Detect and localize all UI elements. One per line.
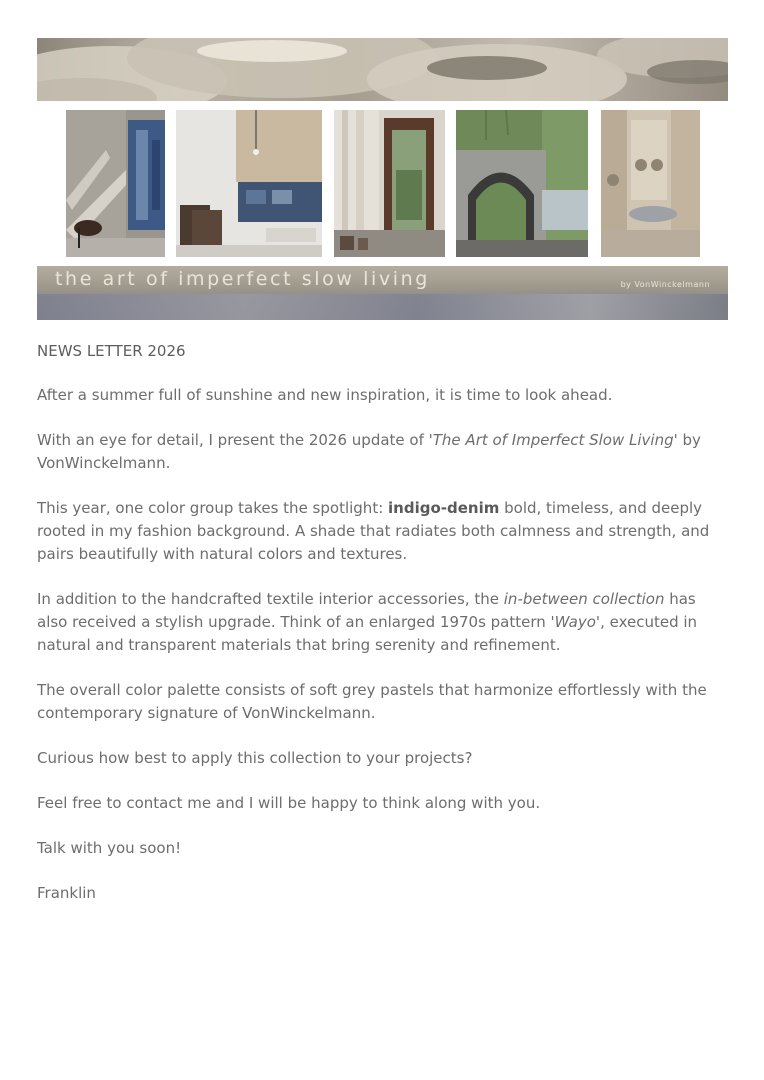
- paragraph-collection-text-c: , executed in natural and transparent materials that bring serenity and refinement.: [37, 613, 698, 654]
- signature: Franklin: [37, 884, 96, 902]
- paragraph-collection-text-b: has also received a stylish upgrade. Think of an enlarged 1970s pattern: [37, 590, 696, 631]
- paragraph-intro: After a summer full of sunshine and new inspiration, it is time to look ahead.: [37, 386, 613, 404]
- paragraph-collection-text-a: In addition to the handcrafted textile interior accessories, the: [37, 590, 504, 608]
- paragraph-palette: The overall color palette consists of soft grey pastels that harmonize effortlessly with the contemporary signature of VonWinckelmann.: [37, 681, 707, 722]
- photo-curtains-doorway: [334, 110, 445, 257]
- paragraph-contact: Feel free to contact me and I will be happy to think along with you.: [37, 794, 541, 812]
- tagline-banner: [37, 266, 728, 320]
- wayo-pattern-em: 'Wayo': [550, 613, 601, 631]
- newsletter-heading: NEWS LETTER 2026: [37, 342, 186, 360]
- banner-tagline: the art of imperfect slow living: [55, 268, 430, 290]
- photo-concrete-arch: [456, 110, 588, 257]
- paragraph-closing: Talk with you soon!: [37, 839, 182, 857]
- indigo-denim-highlight: indigo-denim: [388, 499, 500, 517]
- collection-title: 'The Art of Imperfect Slow Living': [428, 431, 678, 449]
- paragraph-spotlight-text-b: bold, timeless, and deeply rooted in my fashion background. A shade that radiates both calmness and strength, and pairs beautifully with natural colors and textures.: [37, 499, 710, 563]
- letter-body: [37, 340, 727, 905]
- paragraph-update-text-b: by VonWinckelmann.: [37, 431, 701, 472]
- top-banner-pattern: [37, 38, 728, 101]
- photo-patterned-curtains: [601, 110, 700, 257]
- photo-staircase: [66, 110, 165, 257]
- tagline-banner-shade: [37, 294, 728, 320]
- paragraph-spotlight: [37, 497, 727, 566]
- paragraph-spotlight-text-a: This year, one color group takes the spotlight:: [37, 499, 389, 517]
- paragraph-question: Curious how best to apply this collection to your projects?: [37, 749, 473, 767]
- banner-byline: by VonWinckelmann: [620, 280, 710, 289]
- photo-living-room: [176, 110, 322, 257]
- in-between-collection-em: in-between collection: [503, 590, 665, 608]
- paragraph-collection: [37, 588, 727, 657]
- paragraph-update: [37, 429, 727, 475]
- paragraph-update-text-a: With an eye for detail, I present the 2026 update of: [37, 431, 429, 449]
